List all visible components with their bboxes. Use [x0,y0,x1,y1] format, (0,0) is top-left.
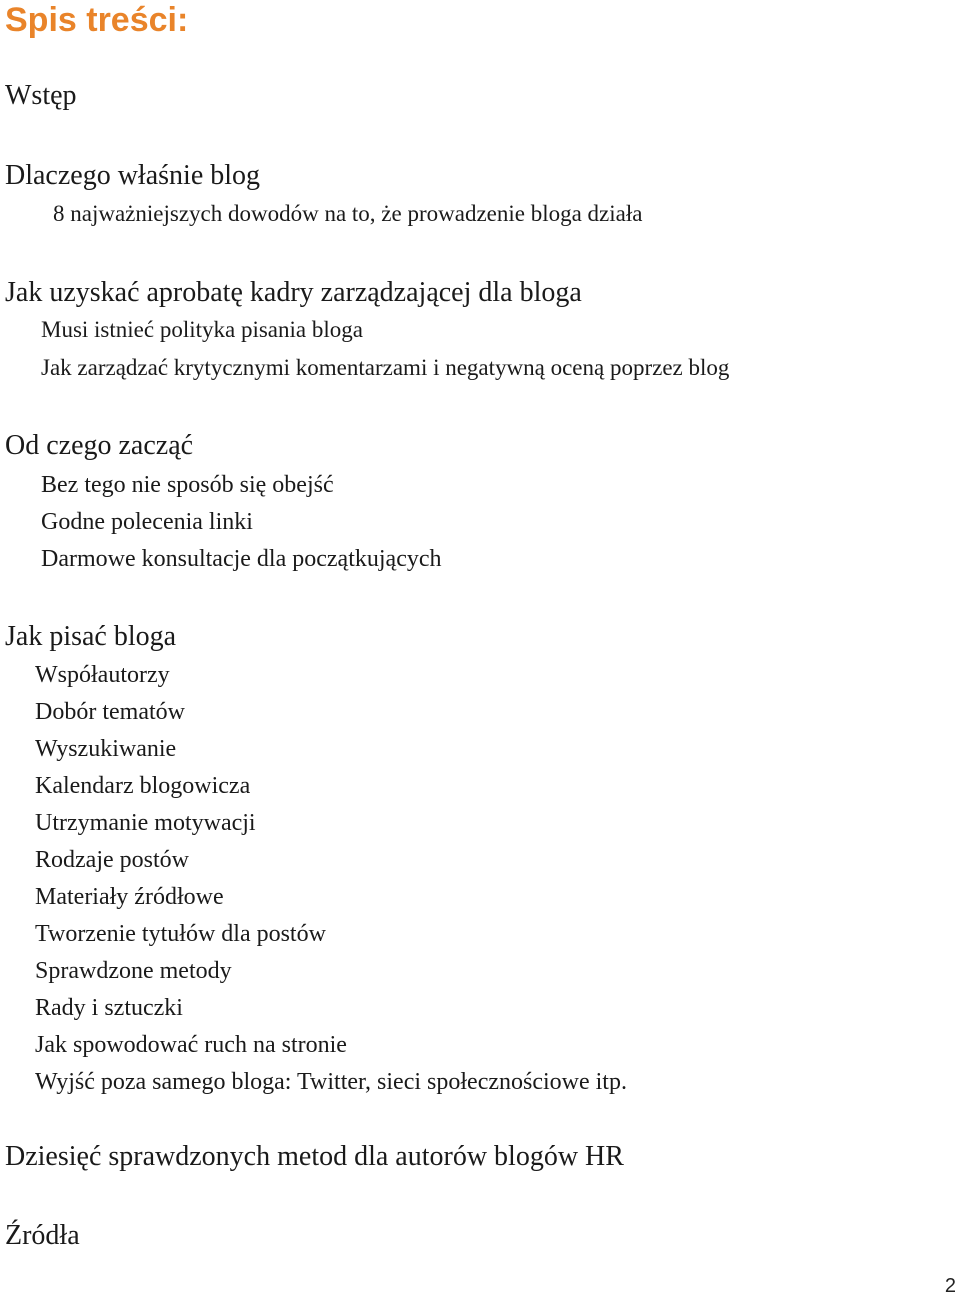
toc-subitem[interactable]: Bez tego nie sposób się obejść [41,472,334,498]
page-number: 2 [944,1275,956,1297]
toc-subitem[interactable]: Dobór tematów [35,699,185,725]
toc-section-why-blog[interactable]: Dlaczego właśnie blog [5,160,261,191]
toc-subitem[interactable]: Rady i sztuczki [35,995,183,1021]
toc-section-sources[interactable]: Źródła [5,1220,80,1251]
toc-subitem[interactable]: Utrzymanie motywacji [35,810,256,836]
toc-section-start[interactable]: Od czego zacząć [5,430,194,461]
toc-subitem[interactable]: Musi istnieć polityka pisania bloga [41,317,363,342]
toc-subitem[interactable]: 8 najważniejszych dowodów na to, że prowadzenie bloga działa [53,201,643,226]
toc-subitem[interactable]: Jak zarządzać krytycznymi komentarzami i negatywną oceną poprzez blog [41,355,730,380]
toc-section-how-to-write[interactable]: Jak pisać bloga [5,621,177,652]
toc-subitem[interactable]: Współautorzy [35,662,170,688]
toc-subitem[interactable]: Wyjść poza samego bloga: Twitter, sieci społecznościowe itp. [35,1069,627,1095]
toc-subitem[interactable]: Godne polecenia linki [41,509,253,535]
toc-subitem[interactable]: Jak spowodować ruch na stronie [35,1032,347,1058]
toc-subitem[interactable]: Tworzenie tytułów dla postów [35,921,326,947]
toc-section-intro[interactable]: Wstęp [5,80,77,111]
toc-section-ten-methods[interactable]: Dziesięć sprawdzonych metod dla autorów blogów HR [5,1141,624,1172]
toc-subitem[interactable]: Darmowe konsultacje dla początkujących [41,546,442,572]
toc-subitem[interactable]: Rodzaje postów [35,847,189,873]
toc-subitem[interactable]: Wyszukiwanie [35,736,177,762]
toc-subitem[interactable]: Materiały źródłowe [35,884,224,910]
toc-subitem[interactable]: Sprawdzone metody [35,958,232,984]
toc-section-approval[interactable]: Jak uzyskać aprobatę kadry zarządzającej dla bloga [5,277,582,308]
toc-title: Spis treści: [5,1,189,39]
toc-subitem[interactable]: Kalendarz blogowicza [35,773,251,799]
